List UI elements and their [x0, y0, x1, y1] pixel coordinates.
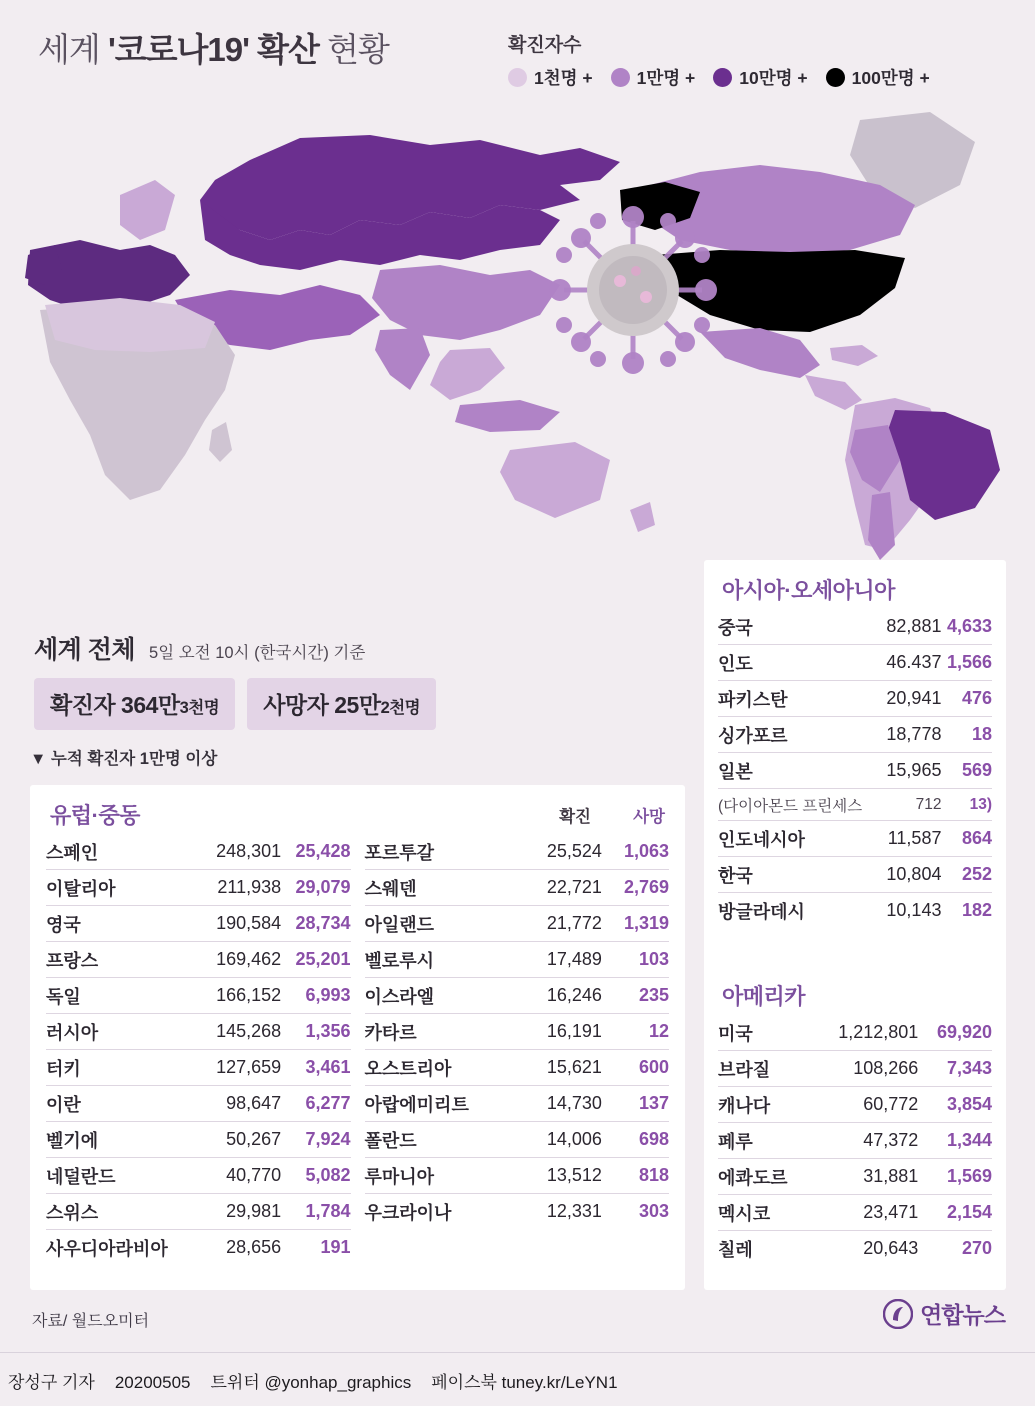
- country-name: 파키스탄: [718, 681, 880, 717]
- table-row: [46, 1194, 351, 1230]
- country-deaths: 1,319: [602, 906, 669, 942]
- map-region-caribbean: [830, 345, 878, 366]
- map-region-indonesia: [455, 400, 560, 432]
- country-name: 스웨덴: [365, 870, 520, 906]
- country-cases: 108,266: [811, 1051, 918, 1087]
- country-deaths: 270: [961, 1238, 992, 1258]
- map-region-chile: [868, 492, 895, 560]
- country-deaths: 12: [602, 1014, 669, 1050]
- confirmed-total-unit: 3천명: [179, 699, 220, 717]
- country-name: 오스트리아: [365, 1050, 520, 1086]
- world-total-block: [34, 630, 504, 730]
- country-deaths: 5,082: [281, 1158, 350, 1194]
- country-cases: 169,462: [199, 942, 281, 978]
- yonhap-logo: [883, 1297, 1005, 1330]
- country-deaths: 3,854: [918, 1087, 992, 1123]
- country-name: 사우디아라비아: [46, 1238, 168, 1259]
- footer-divider: [0, 1352, 1035, 1353]
- country-cases: 166,152: [199, 978, 281, 1014]
- table-row: [46, 834, 351, 870]
- country-name: 프랑스: [46, 942, 199, 978]
- country-name: 폴란드: [365, 1122, 520, 1158]
- country-deaths: 4,633: [941, 609, 992, 645]
- table-row: [718, 717, 992, 753]
- country-cases: 50,267: [199, 1122, 281, 1158]
- country-cases: 15,965: [880, 753, 942, 789]
- country-name: 이란: [46, 1086, 199, 1122]
- table-row: [46, 1086, 351, 1122]
- country-deaths: 600: [602, 1050, 669, 1086]
- country-deaths: 235: [602, 978, 669, 1014]
- country-cases: 20,941: [880, 681, 942, 717]
- country-deaths: 182: [961, 900, 992, 920]
- country-cases: 1,212,801: [811, 1015, 918, 1051]
- country-name: 에콰도르: [718, 1159, 811, 1195]
- table-row: [46, 1122, 351, 1158]
- yonhap-logo-text: 연합뉴스: [920, 1302, 1005, 1328]
- country-name: 우크라이나: [364, 1202, 452, 1223]
- table-row: [718, 753, 992, 789]
- page-title-part2: '코로나19' 확산: [107, 31, 319, 68]
- country-cases: 12,331: [546, 1201, 602, 1221]
- country-name: 벨로루시: [365, 942, 520, 978]
- legend-items: [508, 65, 1018, 90]
- country-name: 인도네시아: [718, 821, 880, 857]
- country-deaths: 28,734: [281, 906, 350, 942]
- table-row: [46, 1158, 351, 1194]
- legend-item-label: 1만명 +: [636, 68, 696, 88]
- table-row: [46, 1014, 351, 1050]
- country-deaths: 137: [602, 1086, 669, 1122]
- country-name: 멕시코: [718, 1195, 811, 1231]
- table-row: [718, 1087, 992, 1123]
- country-name: (다이아몬드 프린세스: [718, 789, 880, 821]
- country-deaths: 818: [602, 1158, 669, 1194]
- country-cases: 14,006: [520, 1122, 602, 1158]
- country-deaths: 69,920: [918, 1015, 992, 1051]
- table-row: [365, 870, 670, 906]
- table-row: [365, 1050, 670, 1086]
- country-deaths: 3,461: [281, 1050, 350, 1086]
- map-region-southeast-asia: [430, 348, 505, 400]
- country-cases: 15,621: [520, 1050, 602, 1086]
- table-row: [718, 1051, 992, 1087]
- map-region-madagascar: [209, 422, 232, 462]
- map-region-new-zealand: [630, 502, 655, 532]
- country-deaths: 698: [602, 1122, 669, 1158]
- confirmed-total-value: 364만: [121, 692, 180, 718]
- legend: [508, 30, 1018, 90]
- country-deaths: 1,569: [918, 1159, 992, 1195]
- country-deaths: 569: [941, 753, 992, 789]
- country-name: 아일랜드: [365, 906, 520, 942]
- country-deaths: 303: [638, 1201, 669, 1221]
- country-cases: 211,938: [199, 870, 281, 906]
- yonhap-mark-icon: [883, 1299, 913, 1329]
- table-row: [718, 609, 992, 645]
- table-row: [718, 1159, 992, 1195]
- country-cases: 127,659: [199, 1050, 281, 1086]
- table-row: [365, 978, 670, 1014]
- legend-item: [826, 65, 930, 90]
- country-deaths: 2,769: [602, 870, 669, 906]
- country-name: 러시아: [46, 1014, 199, 1050]
- country-cases: 28,656: [226, 1237, 282, 1257]
- country-cases: 47,372: [811, 1123, 918, 1159]
- country-name: 캐나다: [718, 1087, 811, 1123]
- country-cases: 82,881: [880, 609, 942, 645]
- country-deaths: 1,356: [281, 1014, 350, 1050]
- table-row: [365, 942, 670, 978]
- table-row: [718, 893, 992, 929]
- country-deaths: 25,201: [281, 942, 350, 978]
- byline-twitter: 트위터 @yonhap_graphics: [210, 1373, 412, 1392]
- country-cases: 40,770: [199, 1158, 281, 1194]
- country-deaths: 1,566: [941, 645, 992, 681]
- country-name: 방글라데시: [718, 901, 805, 922]
- country-deaths: 6,993: [281, 978, 350, 1014]
- byline-reporter: 장성구 기자: [8, 1373, 95, 1392]
- country-cases: 10,804: [880, 857, 942, 893]
- country-name: 네덜란드: [46, 1158, 199, 1194]
- table-note: ▼ 누적 확진자 1만명 이상: [30, 750, 218, 768]
- country-deaths: 103: [602, 942, 669, 978]
- america-table: [718, 1015, 992, 1266]
- byline-date: 20200505: [114, 1373, 191, 1392]
- map-region-india: [375, 328, 430, 390]
- confirmed-total-badge: [34, 678, 235, 730]
- country-cases: 20,643: [863, 1238, 919, 1258]
- page-title-part1: 세계: [38, 31, 108, 68]
- country-name: 페루: [718, 1123, 811, 1159]
- country-cases: 60,772: [811, 1087, 918, 1123]
- legend-item: [508, 65, 593, 90]
- table-row: [46, 906, 351, 942]
- world-total-title: 세계 전체: [34, 636, 136, 664]
- country-deaths: 13): [941, 789, 992, 821]
- country-cases: 18,778: [880, 717, 942, 753]
- deaths-total-badge: [247, 678, 436, 730]
- country-name: 터키: [46, 1050, 199, 1086]
- country-cases: 17,489: [520, 942, 602, 978]
- column-headers-europe: [505, 799, 669, 826]
- column-header-deaths: 사망: [633, 808, 665, 826]
- country-deaths: 1,784: [281, 1194, 350, 1230]
- country-deaths: 191: [320, 1237, 351, 1257]
- country-cases: 25,524: [520, 834, 602, 870]
- country-cases: 22,721: [520, 870, 602, 906]
- map-region-australia: [500, 442, 610, 518]
- legend-item-label: 1천명 +: [534, 68, 593, 88]
- country-deaths: 18: [941, 717, 992, 753]
- legend-item-label: 100만명 +: [851, 68, 930, 88]
- country-deaths: 476: [941, 681, 992, 717]
- legend-swatch-icon: [508, 68, 527, 87]
- panel-america: [704, 966, 1006, 1290]
- country-name: 인도: [718, 645, 880, 681]
- country-cases: 46.437: [880, 645, 942, 681]
- country-cases: 10,143: [886, 900, 942, 920]
- coronavirus-illustration-icon: [548, 205, 718, 375]
- country-name: 루마니아: [365, 1158, 520, 1194]
- legend-swatch-icon: [611, 68, 630, 87]
- table-row: [365, 1086, 670, 1122]
- country-deaths: 2,154: [918, 1195, 992, 1231]
- table-row: [365, 906, 670, 942]
- country-deaths: 7,924: [281, 1122, 350, 1158]
- map-region-mexico: [700, 328, 820, 378]
- country-deaths: 252: [941, 857, 992, 893]
- country-name: 독일: [46, 978, 199, 1014]
- country-cases: 248,301: [199, 834, 281, 870]
- world-total-subtitle: 5일 오전 10시 (한국시간) 기준: [149, 644, 366, 662]
- country-name: 카타르: [365, 1014, 520, 1050]
- europe-table-right: [365, 834, 670, 1265]
- country-cases: 14,730: [520, 1086, 602, 1122]
- panel-asia-oceania: [704, 560, 1006, 980]
- country-cases: 13,512: [520, 1158, 602, 1194]
- map-region-central-america: [805, 375, 862, 410]
- table-row: [718, 857, 992, 893]
- legend-item-label: 10만명 +: [739, 68, 808, 88]
- table-row: [365, 1158, 670, 1194]
- table-row: [718, 821, 992, 857]
- europe-table-left: [46, 834, 351, 1265]
- country-name: 한국: [718, 857, 880, 893]
- country-deaths: 25,428: [281, 834, 350, 870]
- source-text: 자료/ 월드오미터: [32, 1313, 150, 1330]
- deaths-total-value: 25만: [334, 692, 381, 718]
- country-name: 칠레: [718, 1239, 753, 1260]
- country-name: 미국: [718, 1015, 811, 1051]
- country-name: 브라질: [718, 1051, 811, 1087]
- country-deaths: 1,344: [918, 1123, 992, 1159]
- map-region-china: [372, 265, 560, 340]
- country-cases: 29,981: [199, 1194, 281, 1230]
- table-row: [718, 1015, 992, 1051]
- country-cases: 16,191: [520, 1014, 602, 1050]
- page-title: [38, 24, 389, 71]
- table-row: [365, 1122, 670, 1158]
- table-row: [365, 834, 670, 870]
- world-total-boxes: [34, 678, 504, 730]
- deaths-total-unit: 2천명: [380, 699, 421, 717]
- country-name: 스페인: [46, 834, 199, 870]
- legend-item: [713, 65, 807, 90]
- table-row: [718, 1123, 992, 1159]
- country-deaths: 29,079: [281, 870, 350, 906]
- legend-swatch-icon: [713, 68, 732, 87]
- table-row: [718, 645, 992, 681]
- country-name: 스위스: [46, 1194, 199, 1230]
- country-name: 이탈리아: [46, 870, 199, 906]
- country-name: 벨기에: [46, 1122, 199, 1158]
- table-row: [718, 789, 992, 821]
- country-deaths: 1,063: [602, 834, 669, 870]
- panel-europe-middleeast: [30, 785, 685, 1290]
- country-cases: 145,268: [199, 1014, 281, 1050]
- confirmed-total-label: 확진자: [50, 692, 116, 718]
- legend-title: 확진자수: [508, 35, 582, 56]
- country-name: 포르투갈: [365, 834, 520, 870]
- table-row: [718, 1195, 992, 1231]
- panel-title-europe: 유럽·중동: [50, 803, 140, 828]
- legend-swatch-icon: [826, 68, 845, 87]
- map-region-scandinavia: [120, 180, 175, 240]
- country-name: 아랍에미리트: [365, 1086, 520, 1122]
- country-cases: 21,772: [520, 906, 602, 942]
- asia-table: [718, 609, 992, 928]
- country-cases: 16,246: [520, 978, 602, 1014]
- world-map: [0, 100, 1035, 570]
- panel-title-asia: 아시아·오세아니아: [722, 578, 895, 603]
- country-deaths: 6,277: [281, 1086, 350, 1122]
- country-cases: 23,471: [811, 1195, 918, 1231]
- table-row: [46, 1050, 351, 1086]
- table-row: [46, 942, 351, 978]
- country-name: 이스라엘: [365, 978, 520, 1014]
- table-row: [46, 1230, 351, 1266]
- country-cases: 31,881: [811, 1159, 918, 1195]
- country-name: 영국: [46, 906, 199, 942]
- table-row: [46, 870, 351, 906]
- table-row: [46, 978, 351, 1014]
- byline-facebook: 페이스북 tuney.kr/LeYN1: [431, 1373, 618, 1392]
- panel-title-america: 아메리카: [722, 984, 806, 1009]
- table-row: [365, 1014, 670, 1050]
- page-title-part3: 현황: [318, 31, 389, 68]
- column-header-cases: 확진: [559, 808, 591, 826]
- country-name: 싱가포르: [718, 717, 880, 753]
- deaths-total-label: 사망자: [263, 692, 329, 718]
- europe-table-columns: [46, 834, 669, 1265]
- byline: [8, 1368, 638, 1393]
- table-row: [718, 1231, 992, 1267]
- country-name: 중국: [718, 609, 880, 645]
- country-cases: 11,587: [880, 821, 942, 857]
- legend-item: [611, 65, 696, 90]
- country-cases: 712: [880, 789, 942, 821]
- table-row: [718, 681, 992, 717]
- country-deaths: 7,343: [918, 1051, 992, 1087]
- country-name: 일본: [718, 753, 880, 789]
- world-total-header: [34, 630, 504, 666]
- table-row: [365, 1194, 670, 1230]
- country-cases: 190,584: [199, 906, 281, 942]
- country-deaths: 864: [941, 821, 992, 857]
- country-cases: 98,647: [199, 1086, 281, 1122]
